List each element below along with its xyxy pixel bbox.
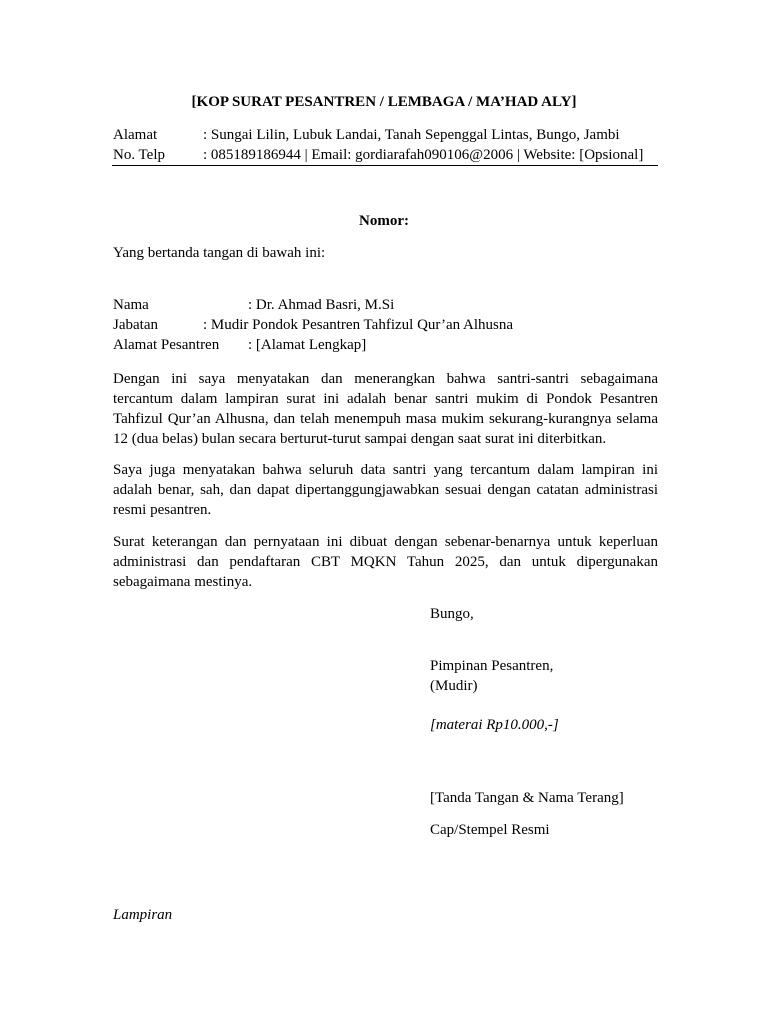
signature-name-placeholder: [Tanda Tangan & Nama Terang] — [430, 790, 624, 806]
letter-number: Nomor: — [359, 213, 409, 229]
signature-place: Bungo, — [430, 606, 474, 622]
body-paragraph-3: Surat keterangan dan pernyataan ini dibuat dengan sebenar-benarnya untuk keperluan administrasi dan pendaftaran CBT MQKN Tahun 2025, dan untuk dipergunakan sebagaimana mestinya. — [113, 534, 658, 590]
official-seal-note: Cap/Stempel Resmi — [430, 822, 550, 838]
identity-name-label: Nama — [113, 297, 149, 313]
signature-role-sub: (Mudir) — [430, 678, 478, 694]
letterhead-address-label: Alamat — [113, 127, 158, 143]
identity-position-value: : Mudir Pondok Pesantren Tahfizul Qur’an Alhusna — [203, 317, 514, 333]
letterhead-phone-value: : 085189186944 | Email: gordiarafah090106@2006 | Website: [Opsional] — [203, 147, 644, 163]
intro-text: Yang bertanda tangan di bawah ini: — [113, 245, 326, 261]
identity-name-value: : Dr. Ahmad Basri, M.Si — [248, 297, 395, 313]
identity-address-value: : [Alamat Lengkap] — [248, 337, 367, 353]
attachment-heading: Lampiran — [113, 907, 173, 923]
body-paragraph-2: Saya juga menyatakan bahwa seluruh data santri yang tercantum dalam lampiran ini adalah benar, sah, dan dapat dipertanggungjawabkan sesuai dengan catatan administrasi resmi pesantren. — [113, 462, 658, 518]
signature-role: Pimpinan Pesantren, — [430, 658, 554, 674]
letterhead-divider — [112, 165, 658, 166]
body-paragraph-1: Dengan ini saya menyatakan dan menerangkan bahwa santri-santri sebagaimana tercantum dalam lampiran surat ini adalah benar santri mukim di Pondok Pesantren Tahfizul Qur’an Alhusna, dan telah menempuh masa mukim sekurang-kurangnya selama 12 (dua belas) bulan secara berturut-turut sampai dengan saat surat ini diterbitkan. — [113, 371, 658, 447]
letterhead-address-value: : Sungai Lilin, Lubuk Landai, Tanah Sepenggal Lintas, Bungo, Jambi — [203, 127, 620, 143]
stamp-duty-note: [materai Rp10.000,-] — [430, 717, 559, 733]
letterhead-phone-label: No. Telp — [113, 147, 166, 163]
identity-address-label: Alamat Pesantren — [113, 337, 220, 353]
identity-position-label: Jabatan — [113, 317, 158, 333]
letterhead-title: [KOP SURAT PESANTREN / LEMBAGA / MA’HAD ALY] — [191, 94, 577, 110]
